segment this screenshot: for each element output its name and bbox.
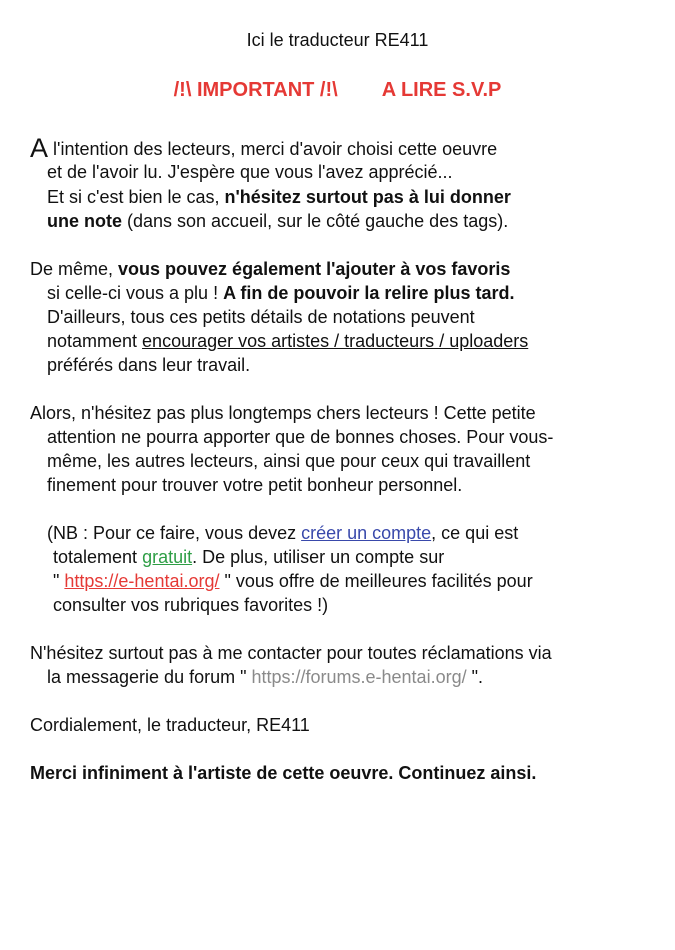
paragraph-1-line-2: et de l'avoir lu. J'espère que vous l'avez apprécié... bbox=[47, 162, 453, 182]
important-label: /!\ IMPORTANT /!\ bbox=[173, 79, 338, 101]
bold-text: A fin de pouvoir la relire plus tard. bbox=[223, 283, 515, 303]
thanks-line: Merci infiniment à l'artiste de cette oeuvre. Continuez ainsi. bbox=[30, 763, 537, 783]
text: " bbox=[53, 571, 65, 591]
nb-line-4: consulter vos rubriques favorites !) bbox=[53, 595, 329, 615]
paragraph-2-line-3: D'ailleurs, tous ces petits détails de notations peuvent bbox=[47, 307, 475, 327]
ehentai-site-link[interactable]: https://e-hentai.org/ bbox=[64, 571, 220, 591]
nb-line-1 bbox=[47, 521, 518, 545]
text: si celle-ci vous a plu ! bbox=[47, 283, 224, 303]
create-account-link[interactable]: créer un compte bbox=[301, 523, 432, 543]
paragraph-4-line-1: N'hésitez surtout pas à me contacter pour toutes réclamations via bbox=[30, 643, 552, 663]
text: l'intention des lecteurs, merci d'avoir choisi cette oeuvre bbox=[48, 139, 498, 159]
nb-line-3 bbox=[53, 569, 533, 593]
please-read-label: A LIRE S.V.P bbox=[381, 79, 502, 101]
paragraph-4-line-2 bbox=[47, 665, 483, 689]
nb-line-2 bbox=[53, 545, 444, 569]
signature: Cordialement, le traducteur, RE411 bbox=[30, 715, 310, 735]
underlined-text: encourager vos artistes / traducteurs / uploaders bbox=[142, 331, 529, 351]
forum-url: https://forums.e-hentai.org/ bbox=[251, 667, 467, 687]
paragraph-2-line-5: préférés dans leur travail. bbox=[47, 355, 251, 375]
page-title: Ici le traducteur RE411 bbox=[246, 30, 429, 50]
bold-text: vous pouvez également l'ajouter à vos favoris bbox=[118, 259, 511, 279]
drop-cap: A bbox=[30, 133, 49, 163]
paragraph-3-line-3: même, les autres lecteurs, ainsi que pour ceux qui travaillent bbox=[47, 451, 531, 471]
text: (NB : Pour ce faire, vous devez bbox=[47, 523, 302, 543]
paragraph-3-line-2: attention ne pourra apporter que de bonnes choses. Pour vous- bbox=[47, 427, 554, 447]
paragraph-3-line-1: Alors, n'hésitez pas plus longtemps chers lecteurs ! Cette petite bbox=[30, 403, 536, 423]
text: ". bbox=[466, 667, 483, 687]
text: notamment bbox=[47, 331, 143, 351]
paragraph-1-line-4 bbox=[47, 209, 508, 233]
text: (dans son accueil, sur le côté gauche des tags). bbox=[122, 211, 509, 231]
text: totalement bbox=[53, 547, 143, 567]
text: , ce qui est bbox=[431, 523, 519, 543]
paragraph-1-line-1 bbox=[30, 133, 498, 163]
text: . De plus, utiliser un compte sur bbox=[192, 547, 445, 567]
bold-text: une note bbox=[47, 211, 122, 231]
paragraph-3-line-4: finement pour trouver votre petit bonheur personnel. bbox=[47, 475, 463, 495]
bold-text: n'hésitez surtout pas à lui donner bbox=[224, 187, 511, 207]
important-banner bbox=[0, 78, 675, 102]
free-link[interactable]: gratuit bbox=[142, 547, 193, 567]
paragraph-1-line-3 bbox=[47, 185, 511, 209]
text: Et si c'est bien le cas, bbox=[47, 187, 225, 207]
paragraph-2-line-1 bbox=[30, 257, 510, 281]
text: " vous offre de meilleures facilités pour bbox=[219, 571, 533, 591]
text: De même, bbox=[30, 259, 119, 279]
text: la messagerie du forum " bbox=[47, 667, 252, 687]
paragraph-2-line-4 bbox=[47, 329, 528, 353]
paragraph-2-line-2 bbox=[47, 281, 514, 305]
